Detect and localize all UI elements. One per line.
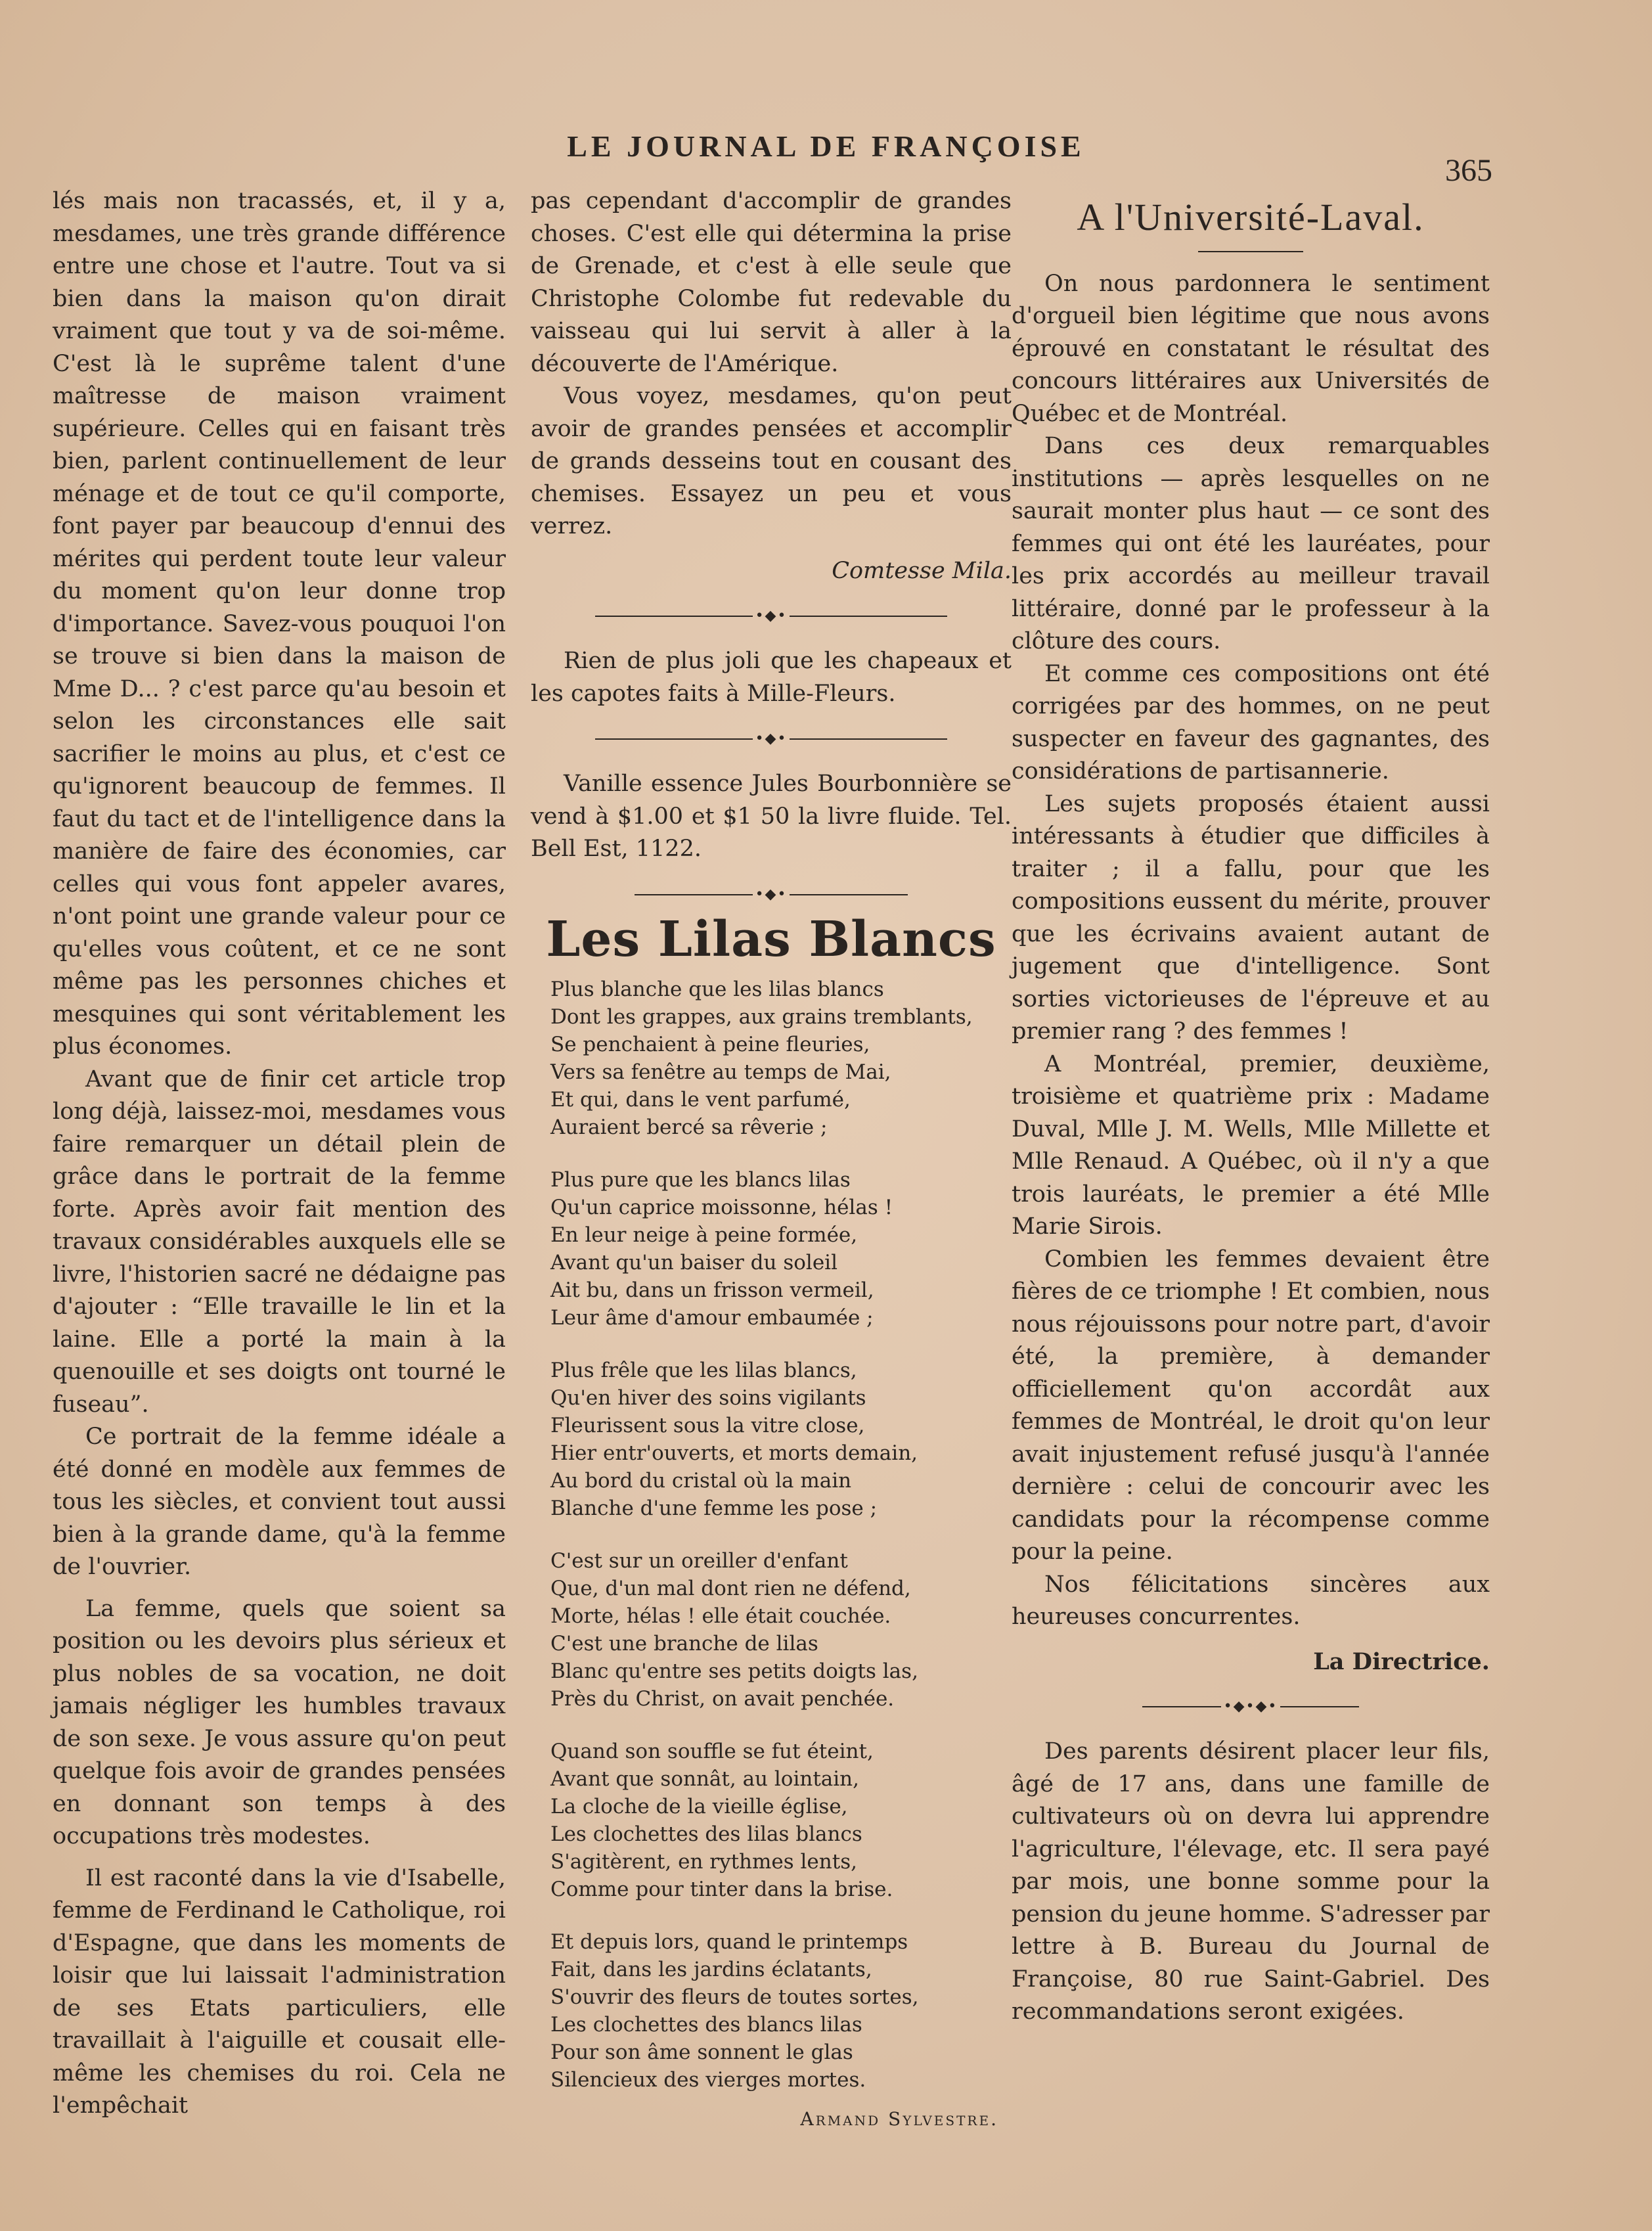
column-right xyxy=(1012,185,1490,2029)
poem-line: Les clochettes des lilas blancs xyxy=(550,1822,862,1846)
poem-line: Au bord du cristal où la main xyxy=(550,1469,852,1493)
paragraph: Avant que de finir cet article trop long déjà, laissez-moi, mesdames vous faire remarquer un détail plein de grâce dans le portrait de la femme forte. Après avoir fait mention des travaux considérables auxquels elle se livre, l'historien sacré ne dédaigne pas d'ajouter : “Elle travaille le lin et la laine. Elle a porté la main à la quenouille et ses doigts ont tourné le fuseau”. xyxy=(53,1066,506,1418)
poem-line: Avant que sonnât, au lointain, xyxy=(550,1767,859,1791)
column-left xyxy=(53,185,506,2123)
ornament-divider: •◆•◆• xyxy=(1012,1694,1490,1720)
paragraph: Dans ces deux remarquables institutions — après lesquelles on ne saurait monter plus haut — ce sont des femmes qui ont été les lauréates, pour les prix accordés au meilleur travail littéraire, donné par le professeur à la clôture des cours. xyxy=(1012,433,1490,654)
poem-line: Plus blanche que les lilas blancs xyxy=(550,978,884,1001)
column-middle xyxy=(531,185,1012,2133)
poem-line: Les clochettes des blancs lilas xyxy=(550,2013,862,2037)
article-title: A l'Université-Laval. xyxy=(1077,196,1425,238)
poem-stanza xyxy=(550,976,1012,1141)
signature: Comtesse Mila. xyxy=(832,557,1012,584)
title-rule xyxy=(1198,251,1303,252)
poem-line: Comme pour tinter dans la brise. xyxy=(550,1878,893,1901)
paragraph: pas cependant d'accomplir de grandes choses. C'est elle qui détermina la prise de Grenade, et c'est à elle seule que Christophe Colombe fut redevable du vaisseau qui lui servit à aller à la découverte de l'Amérique. xyxy=(531,188,1012,377)
poem-line: S'agitèrent, en rythmes lents, xyxy=(550,1850,857,1874)
poem-line: Et depuis lors, quand le printemps xyxy=(550,1930,908,1954)
poem-stanza xyxy=(550,1357,1012,1522)
ornament-divider: •◆• xyxy=(531,603,1012,629)
poem-line: Plus frêle que les lilas blancs, xyxy=(550,1359,857,1382)
poem-line: Et qui, dans le vent parfumé, xyxy=(550,1088,851,1112)
ornament-divider: •◆• xyxy=(531,726,1012,752)
paragraph: Vous voyez, mesdames, qu'on peut avoir de grandes pensées et accomplir de grands desseins tout en cousant des chemises. Essayez un peu et vous verrez. xyxy=(531,383,1012,539)
poem-line: Avant qu'un baiser du soleil xyxy=(550,1251,838,1274)
poem-stanza xyxy=(550,1928,1012,2094)
page-header: LE JOURNAL DE FRANÇOISE xyxy=(567,129,1085,163)
poem-line: Qu'en hiver des soins vigilants xyxy=(550,1386,866,1410)
paragraph: Nos félicitations sincères aux heureuses concurrentes. xyxy=(1012,1571,1490,1630)
poem-line: Fait, dans les jardins éclatants, xyxy=(550,1958,872,1981)
paragraph: Il est raconté dans la vie d'Isabelle, femme de Ferdinand le Catholique, roi d'Espagne, que dans les moments de loisir que lui laissait l'administration de ses Etats particuliers, elle travaillait à l'aiguille et cousait elle-même les chemises du roi. Cela ne l'empêchait xyxy=(53,1864,506,2119)
poem-line: Blanche d'une femme les pose ; xyxy=(550,1497,878,1520)
paragraph: lés mais non tracassés, et, il y a, mesdames, une très grande différence entre une chose et l'autre. Tout va si bien dans la maison qu'on dirait vraiment que tout y va de soi-même. C'est là le suprême talent d'une maîtresse de maison vraiment supérieure. Celles qui en faisant très bien, parlent continuellement de leur ménage et de tout ce qu'il comporte, font payer par beaucoup d'ennui des mérites qui perdent toute leur valeur du moment qu'on leur donne trop d'importance. Savez-vous pouquoi l'on se trouve si bien dans la maison de Mme D... ? c'est parce qu'au besoin et selon les circonstances elle sait sacrifier le moins au plus, et c'est ce qu'ignorent beaucoup de femmes. Il faut du tact et de l'intelligence dans la manière de faire des économies, car celles qui vous font appeler avares, n'ont point une grande valeur pour ce qu'elles vous coûtent, et ce ne sont même pas les personnes chiches et mesquines qui sont véritablement les plus économes. xyxy=(53,188,506,1060)
poem-line: C'est sur un oreiller d'enfant xyxy=(550,1549,848,1573)
poem-line: Quand son souffle se fut éteint, xyxy=(550,1740,874,1763)
poem-line: Fleurissent sous la vitre close, xyxy=(550,1414,865,1437)
poem-line: Pour son âme sonnent le glas xyxy=(550,2040,853,2064)
poem-line: Auraient bercé sa rêverie ; xyxy=(550,1116,828,1139)
poem-stanza xyxy=(550,1547,1012,1713)
poem-line: Vers sa fenêtre au temps de Mai, xyxy=(550,1060,891,1084)
paragraph: Combien les femmes devaient être fières de ce triomphe ! Et combien, nous nous réjouissons pour notre part, d'avoir été, la première, à demander officiellement qu'on accordât aux femmes de Montréal, le droit qu'on leur avait injustement refusé jusqu'à l'année dernière : celui de concourir avec les candidats pour la récompense comme pour la peine. xyxy=(1012,1246,1490,1565)
poem-line: Se penchaient à peine fleuries, xyxy=(550,1033,870,1056)
poem-stanza xyxy=(550,1166,1012,1332)
poem-line: Dont les grappes, aux grains tremblants, xyxy=(550,1005,973,1029)
poem-line: Leur âme d'amour embaumée ; xyxy=(550,1306,874,1330)
poem-line: La cloche de la vieille église, xyxy=(550,1795,848,1818)
paragraph: Les sujets proposés étaient aussi intéressants à étudier que difficiles à traiter ; il a fallu, pour que les compositions eussent du mérite, prouver que les écrivains avaient autant de jugement que d'intelligence. Sont sorties victorieuses de l'épreuve et au premier rang ? des femmes ! xyxy=(1012,790,1490,1045)
poem-line: S'ouvrir des fleurs de toutes sortes, xyxy=(550,1985,919,2009)
paragraph: On nous pardonnera le sentiment d'orgueil bien légitime que nous avons éprouvé en constatant le résultat des concours littéraires aux Universités de Québec et de Montréal. xyxy=(1012,270,1490,427)
poem xyxy=(531,976,1012,2133)
poem-line: Blanc qu'entre ses petits doigts las, xyxy=(550,1659,918,1683)
poem-line: Près du Christ, on avait penchée. xyxy=(550,1687,895,1711)
ornament-divider: •◆• xyxy=(531,882,1012,908)
poem-line: Morte, hélas ! elle était couchée. xyxy=(550,1604,891,1628)
page-number: 365 xyxy=(1445,153,1492,188)
poem-author: Armand Sylvestre. xyxy=(800,2108,998,2130)
poem-stanza xyxy=(550,1738,1012,1903)
paragraph: La femme, quels que soient sa position ou les devoirs plus sérieux et plus nobles de sa vocation, ne doit jamais négliger les humbles travaux de son sexe. Je vous assure qu'on peut quelque fois avoir de grandes pensées en donnant son temps à des occupations très modestes. xyxy=(53,1595,506,1849)
signature: La Directrice. xyxy=(1313,1648,1490,1675)
advertisement: Vanille essence Jules Bourbonnière se vend à $1.00 et $1 50 la livre fluide. Tel. Bell Est, 1122. xyxy=(531,771,1012,862)
poem-line: Silencieux des vierges mortes. xyxy=(550,2068,866,2092)
advertisement: Rien de plus joli que les chapeaux et les capotes faits à Mille-Fleurs. xyxy=(531,648,1012,707)
paragraph: A Montréal, premier, deuxième, troisième et quatrième prix : Madame Duval, Mlle J. M. Wells, Mlle Millette et Mlle Renaud. A Québec, où il n'y a que trois lauréats, le premier a été Mlle Marie Sirois. xyxy=(1012,1050,1490,1240)
poem-line: Qu'un caprice moissonne, hélas ! xyxy=(550,1196,893,1219)
poem-line: Que, d'un mal dont rien ne défend, xyxy=(550,1577,911,1600)
poem-line: En leur neige à peine formée, xyxy=(550,1223,858,1247)
advertisement: Des parents désirent placer leur fils, âgé de 17 ans, dans une famille de cultivateurs où on devra lui apprendre l'agriculture, l'élevage, etc. Il sera payé par mois, une bonne somme pour la pension du jeune homme. S'adresser par lettre à B. Bureau du Journal de Françoise, 80 rue Saint-Gabriel. Des recommandations seront exigées. xyxy=(1012,1738,1490,2025)
poem-title: Les Lilas Blancs xyxy=(546,911,996,968)
poem-line: Ait bu, dans un frisson vermeil, xyxy=(550,1278,874,1302)
paragraph: Et comme ces compositions ont été corrigées par des hommes, on ne peut suspecter en faveur des gagnantes, des considérations de partisannerie. xyxy=(1012,660,1490,784)
poem-line: Plus pure que les blancs lilas xyxy=(550,1168,851,1192)
poem-line: Hier entr'ouverts, et morts demain, xyxy=(550,1441,918,1465)
paragraph: Ce portrait de la femme idéale a été donné en modèle aux femmes de tous les siècles, et convient tout aussi bien à la grande dame, qu'à la femme de l'ouvrier. xyxy=(53,1424,506,1580)
poem-line: C'est une branche de lilas xyxy=(550,1632,818,1656)
